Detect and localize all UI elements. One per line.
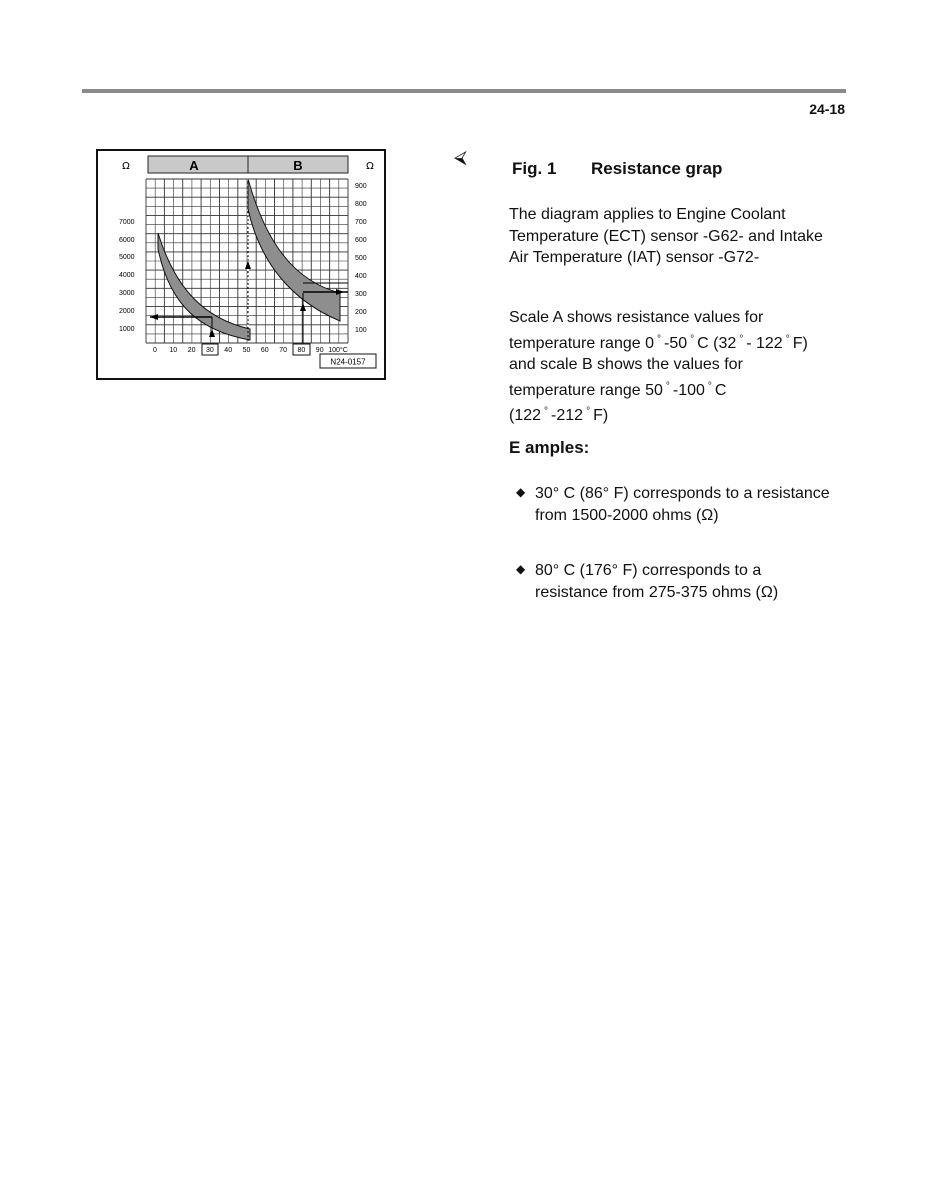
y-tick-label-b: 800: [355, 201, 367, 208]
resistance-graph-figure: [96, 149, 386, 380]
x-tick-label: 10: [169, 347, 178, 354]
scale-b-curve-band: [248, 179, 340, 321]
y-tick-label-b: 600: [355, 237, 367, 244]
intro-paragraph: The diagram applies to Engine Coolant Temperature (ECT) sensor -G62- and Intake Air Temperature (IAT) sensor -G72-: [509, 206, 823, 266]
x-tick-label: 90: [315, 347, 324, 354]
y-tick-label-b: 500: [355, 255, 367, 262]
arrow-head-up: [245, 261, 251, 269]
y-tick-label-b: 700: [355, 219, 367, 226]
y-tick-label-b: 300: [355, 291, 367, 298]
x-tick-label: 70: [279, 347, 287, 354]
examples-heading: E amples:: [509, 438, 590, 457]
resistance-graph: [98, 151, 388, 382]
arrow-head-left: [150, 314, 158, 320]
example-item-2: 80° C (176° F) corresponds to a resistance from 275-375 ohms (Ω): [535, 562, 779, 601]
y-tick-label-a: 2000: [119, 308, 135, 315]
x-tick-label: 100°C: [328, 347, 348, 354]
y-tick-label-a: 6000: [119, 237, 135, 244]
x-tick-label: 80: [297, 347, 306, 354]
ohm-symbol-right: Ω: [366, 161, 374, 172]
y-tick-label-a: 7000: [119, 219, 135, 226]
arrow-icon: ⮘: [454, 147, 467, 167]
x-tick-label: 20: [187, 347, 196, 354]
x-tick-label: 30: [206, 347, 214, 354]
figure-label: Fig. 1: [512, 159, 557, 178]
scale-a-label: A: [189, 158, 199, 173]
example-item-1: 30° C (86° F) corresponds to a resistance from 1500-2000 ohms (Ω): [535, 485, 830, 524]
bullet-icon: ◆: [516, 485, 526, 499]
y-tick-label-b: 400: [355, 273, 367, 280]
header-rule: [82, 89, 846, 93]
reference-code: N24-0157: [330, 357, 366, 367]
x-tick-label: 60: [260, 347, 269, 354]
y-tick-label-a: 1000: [119, 326, 135, 333]
scale-a-curve-band: [158, 233, 250, 340]
figure-title: Resistance grap: [591, 159, 723, 178]
y-tick-label-b: 100: [355, 327, 367, 334]
y-tick-label-a: 3000: [119, 290, 135, 297]
y-tick-label-a: 5000: [119, 254, 135, 261]
page-number: 24-18: [809, 101, 845, 117]
arrow-head-up: [209, 329, 215, 337]
x-tick-label: 0: [153, 347, 157, 354]
scale-b-label: B: [293, 158, 303, 173]
ohm-symbol-left: Ω: [122, 161, 130, 172]
x-tick-label: 50: [242, 347, 251, 354]
scale-paragraph: Scale A shows resistance values for temperature range 0 ° -50 ° C (32 ° - 122 ° F) and scale B shows the values for temperature range 50 ° -100 ° C (122 ° -212 ° F): [509, 309, 808, 424]
y-tick-label-b: 900: [355, 183, 367, 190]
y-tick-label-b: 200: [355, 309, 367, 316]
x-tick-label: 40: [224, 347, 233, 354]
bullet-icon: ◆: [516, 562, 526, 576]
y-tick-label-a: 4000: [119, 272, 135, 279]
